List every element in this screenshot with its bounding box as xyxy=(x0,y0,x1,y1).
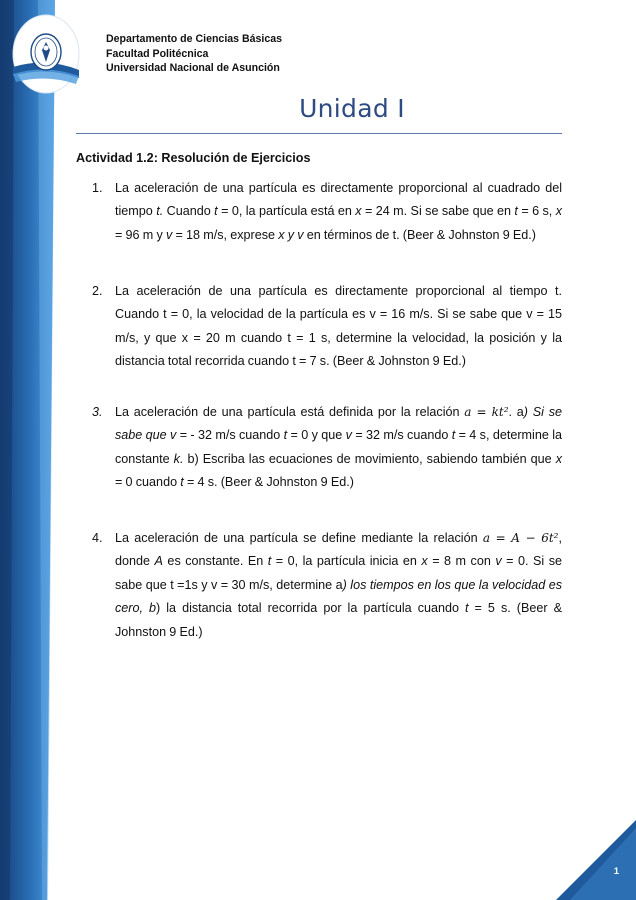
page-number: 1 xyxy=(613,866,619,877)
page-title: Unidad I xyxy=(299,94,405,123)
activity-heading: Actividad 1.2: Resolución de Ejercicios xyxy=(76,151,311,165)
header-university: Universidad Nacional de Asunción xyxy=(106,62,280,75)
problem-3 xyxy=(92,401,562,495)
equation: a = A − 6t² xyxy=(482,531,559,545)
header-department: Departamento de Ciencias Básicas xyxy=(106,33,283,45)
problem-2 xyxy=(92,280,562,374)
left-decorative-band xyxy=(0,0,60,900)
problem-number: 2. xyxy=(92,284,103,298)
equation: a = kt² xyxy=(464,405,509,419)
problem-number: 4. xyxy=(92,531,103,545)
page-corner-decoration xyxy=(536,820,636,900)
problem-text: La aceleración de una partícula es directamente proporcional al cuadrado del tiempo t. Cuando t = 0, la partícula está en x = 24 m. Si se sabe que en t = 6 s, x = 96 m y v = 18 m/s, exprese x y v en términos de t. (Beer & Johnston 9 Ed.) xyxy=(115,181,563,242)
problem-4 xyxy=(92,527,562,644)
problem-text: La aceleración de una partícula es directamente proporcional al tiempo t. Cuando t = 0, la velocidad de la partícula es v = 16 m/s. Si se sabe que v = 15 m/s, y que x = 20 m cuando t = 1 s, determine la velocidad, la posición y la distancia total recorrida cuando t = 7 s. (Beer & Johnston 9 Ed.) xyxy=(115,284,562,369)
header-faculty: Facultad Politécnica xyxy=(106,47,209,60)
institution-header xyxy=(106,32,282,76)
university-seal-logo xyxy=(10,12,82,96)
title-divider xyxy=(76,133,562,134)
problem-text: La aceleración de una partícula se define mediante la relación a = A − 6t², donde A es constante. En t = 0, la partícula inicia en x = 8 m con v = 0. Si se sabe que t =1s y v = 30 m/s, determine a) los tiempos en los que la velocidad es cero, b) la distancia total recorrida por la partícula cuando t = 5 s. (Beer & Johnston 9 Ed.) xyxy=(115,531,563,639)
problem-number: 3. xyxy=(92,405,103,419)
problem-number: 1. xyxy=(92,181,103,195)
problem-text: La aceleración de una partícula está definida por la relación a = kt². a) Si se sabe que v = - 32 m/s cuando t = 0 y que v = 32 m/s cuando t = 4 s, determine la constante k. b) Escriba las ecuaciones de movimiento, sabiendo también que x = 0 cuando t = 4 s. (Beer & Johnston 9 Ed.) xyxy=(115,405,562,490)
problem-1 xyxy=(92,177,562,247)
